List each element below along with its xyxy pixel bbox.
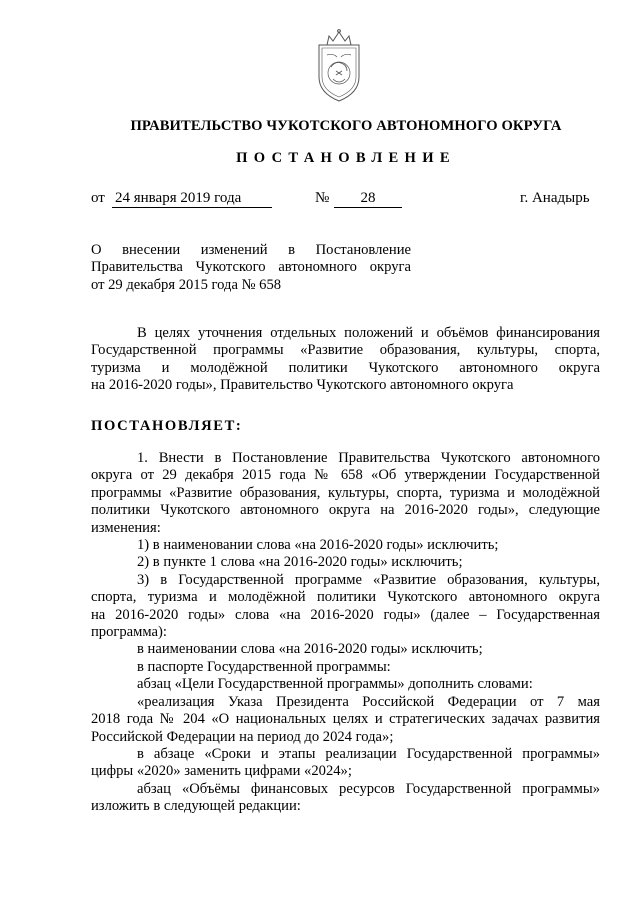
intro-line: на 2016-2020 годы», Правительство Чукотского автономного округа (91, 377, 514, 394)
intro-line: Государственной программы «Развитие образования, культуры, спорта, (91, 342, 600, 359)
body-line: программа): (91, 624, 167, 641)
body-line: абзац «Объёмы финансовых ресурсов Государственной программы» (137, 780, 600, 797)
organization-title: ПРАВИТЕЛЬСТВО ЧУКОТСКОГО АВТОНОМНОГО ОКРУГА (130, 118, 562, 134)
decree-body (91, 450, 600, 816)
body-line: абзац «Цели Государственной программы» дополнить словами: (137, 676, 533, 693)
subject-line: О внесении изменений в Постановление (91, 242, 411, 258)
document-subject (91, 242, 411, 294)
intro-line: В целях уточнения отдельных положений и объёмов финансирования (137, 325, 600, 341)
body-line: 2018 года № 204 «О национальных целях и стратегических задачах развития (91, 711, 600, 728)
subject-line: Правительства Чукотского автономного округа (91, 259, 411, 276)
body-line: в абзаце «Сроки и этапы реализации Государственной программы» (137, 745, 600, 762)
body-line: изложить в следующей редакции: (91, 798, 301, 815)
body-line: цифры «2020» заменить цифрами «2024»; (91, 763, 352, 780)
intro-line: туризма и молодёжной политики Чукотского автономного округа (91, 359, 600, 376)
body-line: в наименовании слова «на 2016-2020 годы» исключить; (137, 641, 483, 658)
subject-line: от 29 декабря 2015 года № 658 (91, 276, 282, 293)
document-type-heading: ПОСТАНОВЛЕНИЕ (236, 150, 456, 166)
body-line: 3) в Государственной программе «Развитие образования, культуры, (137, 571, 600, 588)
body-line: спорта, туризма и молодёжной политики Чукотского автономного округа (91, 589, 600, 606)
body-line: в паспорте Государственной программы: (137, 658, 391, 675)
document-city: г. Анадырь (520, 190, 590, 206)
coat-of-arms-icon (313, 27, 365, 105)
body-line: Российской Федерации на период до 2024 года»; (91, 728, 394, 745)
document-number: 28 (334, 190, 402, 208)
body-line: 1) в наименовании слова «на 2016-2020 годы» исключить; (137, 537, 499, 554)
body-line: «реализация Указа Президента Российской Федерации от 7 мая (137, 693, 600, 710)
number-sign: № (315, 190, 330, 206)
body-line: политики Чукотского автономного округа на 2016-2020 годы», следующие (91, 502, 600, 519)
date-prefix: от (91, 190, 105, 206)
decree-heading: ПОСТАНОВЛЯЕТ: (91, 418, 243, 434)
body-line: 1. Внести в Постановление Правительства Чукотского автономного (137, 450, 600, 466)
document-date: 24 января 2019 года (112, 190, 272, 208)
body-line: на 2016-2020 годы» слова «на 2016-2020 годы» (далее – Государственная (91, 606, 600, 623)
body-line: округа от 29 декабря 2015 года № 658 «Об утверждении Государственной (91, 467, 600, 484)
intro-paragraph (91, 325, 600, 395)
body-line: изменения: (91, 519, 161, 536)
body-line: программы «Развитие образования, культуры, спорта, туризма и молодёжной (91, 484, 600, 501)
body-line: 2) в пункте 1 слова «на 2016-2020 годы» исключить; (137, 554, 463, 571)
